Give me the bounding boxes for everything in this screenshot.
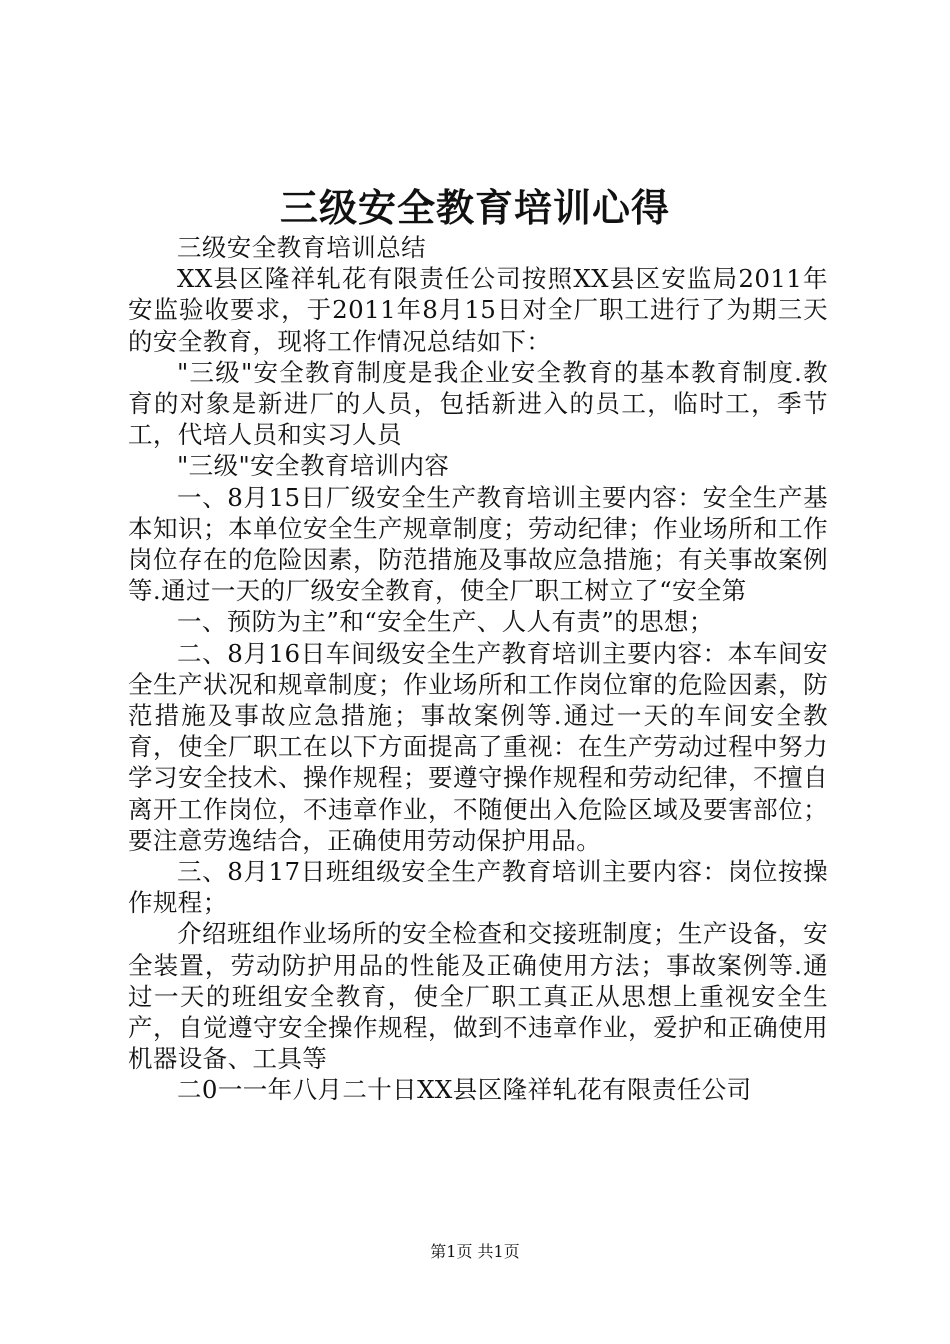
- paragraph-content-heading: "三级"安全教育培训内容: [177, 451, 450, 481]
- document-body: [128, 232, 828, 1106]
- paragraph-factory-level: 一、8月15日厂级安全生产教育培训主要内容：安全生产基本知识；本单位安全生产规章制度；劳动纪律；作业场所和工作岗位存在的危险因素，防范措施及事故应急措施；有关事故案例等.通过一天的厂级安全教育，使全厂职工树立了“安全第: [128, 482, 828, 606]
- paragraph-team-level: 三、8月17日班组级安全生产教育培训主要内容：岗位按操作规程；: [128, 857, 828, 918]
- page-footer: 第1页 共1页: [430, 1242, 520, 1261]
- paragraph-team-details: 介绍班组作业场所的安全检查和交接班制度；生产设备，安全装置，劳动防护用品的性能及正确使用方法；事故案例等.通过一天的班组安全教育，使全厂职工真正从思想上重视安全生产，自觉遵守安全操作规程，做到不违章作业，爱护和正确使用机器设备、工具等: [128, 919, 828, 1074]
- paragraph-summary-heading: 三级安全教育培训总结: [177, 233, 426, 262]
- paragraph-intro: XX县区隆祥轧花有限责任公司按照XX县区安监局2011年安监验收要求，于2011年8月15日对全厂职工进行了为期三天的安全教育，现将工作情况总结如下：: [128, 264, 828, 356]
- paragraph-prevention: 一、预防为主”和“安全生产、人人有责”的思想；: [177, 607, 714, 637]
- paragraph-workshop-level: 二、8月16日车间级安全生产教育培训主要内容：本车间安全生产状况和规章制度；作业场所和工作岗位窜的危险因素，防范措施及事故应急措施；事故案例等.通过一天的车间安全教育，使全厂职工在以下方面提高了重视：在生产劳动过程中努力学习安全技术、操作规程；要遵守操作规程和劳动纪律，不擅自离开工作岗位，不违章作业，不随便出入危险区域及要害部位；要注意劳逸结合，正确使用劳动保护用品。: [128, 638, 828, 855]
- paragraph-signature: 二0一一年八月二十日XX县区隆祥轧花有限责任公司: [177, 1075, 752, 1105]
- paragraph-system: "三级"安全教育制度是我企业安全教育的基本教育制度.教育的对象是新进厂的人员，包括新进入的员工，临时工，季节工，代培人员和实习人员: [128, 357, 828, 450]
- document-title: 三级安全教育培训心得: [279, 185, 670, 230]
